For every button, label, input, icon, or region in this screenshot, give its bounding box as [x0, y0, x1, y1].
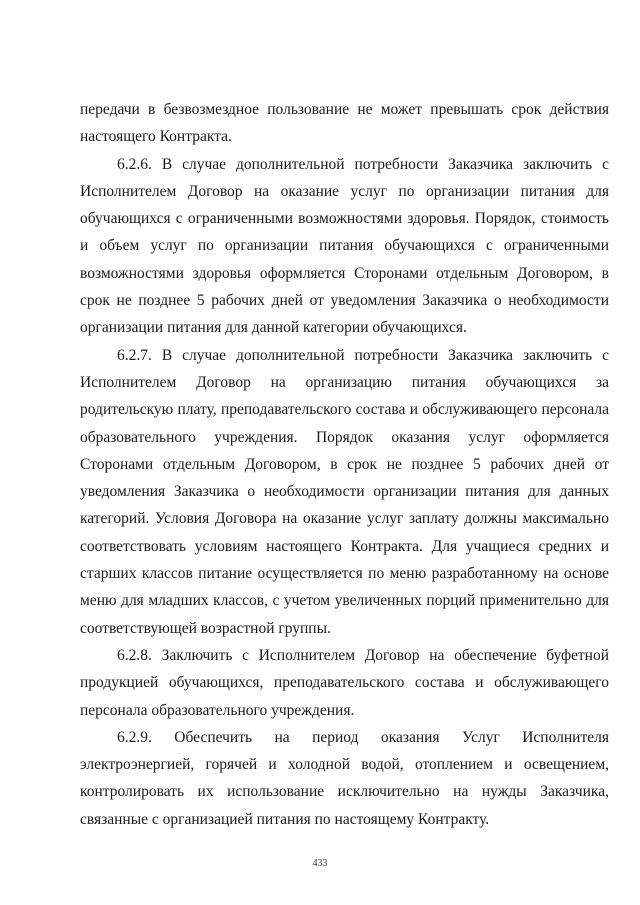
page-number: 433 [312, 858, 328, 869]
paragraph-6-2-6: 6.2.6. В случае дополнительной потребности Заказчика заключить с Исполнителем Договор на оказание услуг по организации питания для обучающихся с ограниченными возможностями здоровья. Порядок, стоимость и объем услуг по организации питания обучающихся с ограниченными возможностями здоровья оформляется Сторонами отдельным Договором, в срок не позднее 5 рабочих дней от уведомления Заказчика о необходимости организации питания для данной категории обучающихся. [80, 155, 609, 337]
paragraph-6-2-9: 6.2.9. Обеспечить на период оказания Услуг Исполнителя электроэнергией, горячей и холодной водой, отоплением и освещением, контролировать их использование исключительно на нужды Заказчика, связанные с организацией питания по настоящему Контракту. [80, 728, 609, 828]
document-body [80, 96, 609, 833]
paragraph-continuation: передачи в безвозмездное пользование не может превышать срок действия настоящего Контракта. [80, 101, 609, 146]
paragraph-6-2-7: 6.2.7. В случае дополнительной потребности Заказчика заключить с Исполнителем Договор на организацию питания обучающихся за родительскую плату, преподавательского состава и обслуживающего персонала образовательного учреждения. Порядок оказания услуг оформляется Сторонами отдельным Договором, в срок не позднее 5 рабочих дней от уведомления Заказчика о необходимости организации питания для данных категорий. Условия Договора на оказание услуг заплату должны максимально соответствовать условиям настоящего Контракта. Для учащиеся средних и старших классов питание осуществляется по меню разработанному на основе меню для младших классов, с учетом увеличенных порций применительно для соответствующей возрастной группы. [80, 346, 609, 637]
paragraph-6-2-8: 6.2.8. Заключить с Исполнителем Договор на обеспечение буфетной продукцией обучающихся, преподавательского состава и обслуживающего персонала образовательного учреждения. [80, 646, 609, 719]
